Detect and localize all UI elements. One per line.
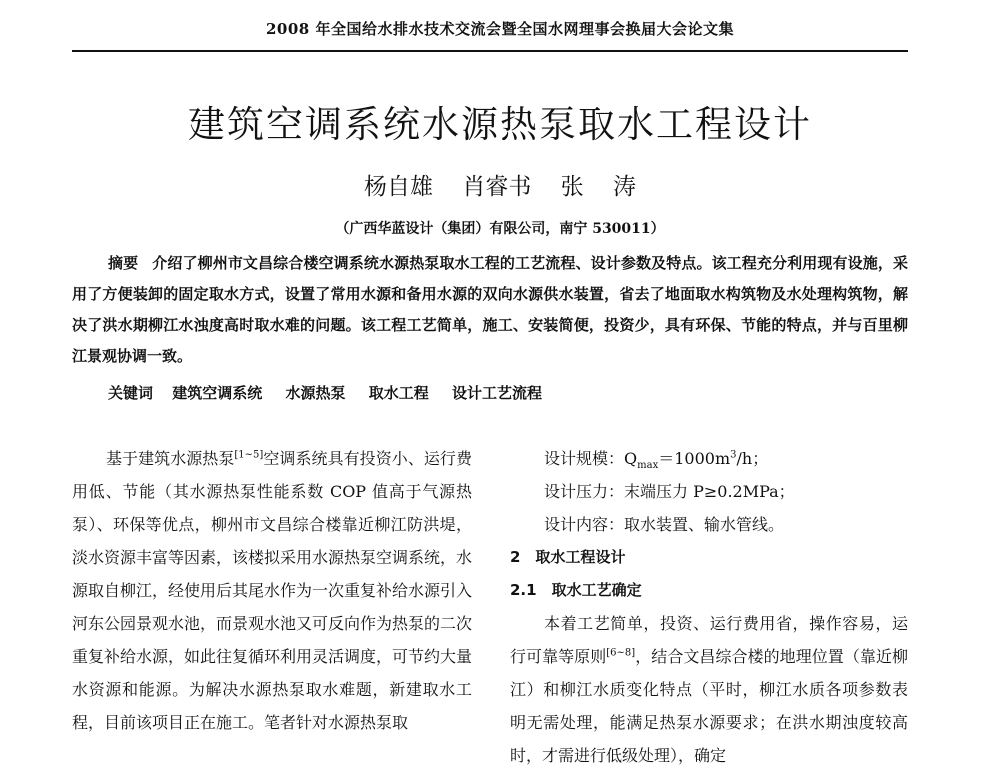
design-scale-text: 设计规模：Q (544, 449, 638, 468)
design-scale-text: /h； (736, 449, 769, 468)
body-text: 空调系统具有投资小、运行费用低、节能（其水源热泵性能系数 COP 值高于气源热泵）、环保等优点，柳州市文昌综合楼靠近柳江防洪堤，淡水资源丰富等因素，该楼拟采用水源热泵空调系统，水源取自柳江，经使用后其尾水作为一次重复补给水源引入河东公园景观水池，而景观水池又可反向作为热泵的二次重复补给水源，如此往复循环利用灵活调度，可节约大量水资源和能源。为解决水源热泵取水难题，新建取水工程，目前该项目正在施工。笔者针对水源热泵取 (72, 449, 473, 732)
abstract-text: 介绍了柳州市文昌综合楼空调系统水源热泵取水工程的工艺流程、设计参数及特点。该工程充分利用现有设施，采用了方便装卸的固定取水方式，设置了常用水源和备用水源的双向水源供水装置，省去了地面取水构筑物及水处理构筑物，解决了洪水期柳江水浊度高时取水难的问题。该工程工艺简单，施工、安装简便，投资少，具有环保、节能的特点，并与百里柳江景观协调一致。 (72, 254, 908, 365)
keyword: 设计工艺流程 (452, 384, 543, 402)
abstract-label: 摘要 (108, 254, 139, 272)
header-rule (72, 50, 908, 52)
paper-title: 建筑空调系统水源热泵取水工程设计 (188, 103, 812, 146)
running-header: 2008 年全国给水排水技术交流会暨全国水网理事会换届大会论文集 (266, 20, 734, 38)
design-pressure: 设计压力：末端压力 P≥0.2MPa； (544, 482, 795, 501)
design-scale-text: ＝1000m (658, 449, 731, 468)
body-right-column (510, 442, 908, 772)
keyword: 水源热泵 (285, 384, 346, 402)
body-paragraph (510, 607, 908, 772)
subsection-heading: 2.1 取水工艺确定 (510, 581, 642, 599)
section-heading: 2 取水工程设计 (510, 548, 626, 566)
affiliation: （广西华蓝设计（集团）有限公司，南宁 530011） (335, 221, 665, 237)
subscript: max (637, 460, 659, 472)
body-text: 基于建筑水源热泵 (106, 449, 235, 468)
body-text: 本着工艺简单，投资、运行费用省，操作容易，运行可靠等原则 (510, 614, 908, 666)
citation: [1~5] (234, 449, 264, 461)
citation: [6~8] (606, 647, 636, 659)
body-left-column (72, 442, 472, 739)
abstract (72, 248, 908, 372)
design-content: 设计内容：取水装置、输水管线。 (544, 515, 785, 534)
design-scale (510, 442, 908, 475)
authors: 杨自雄 肖睿书 张 涛 (364, 174, 636, 200)
keywords (108, 378, 560, 408)
keywords-label: 关键词 (108, 384, 154, 402)
body-text: ，结合文昌综合楼的地理位置（靠近柳江）和柳江水质变化特点（平时，柳江水质各项参数表明无需处理，能满足热泵水源要求；在洪水期浊度较高时，才需进行低级处理），确定 (510, 647, 908, 765)
keyword: 建筑空调系统 (172, 384, 263, 402)
superscript: 3 (730, 449, 737, 461)
keyword: 取水工程 (368, 384, 429, 402)
